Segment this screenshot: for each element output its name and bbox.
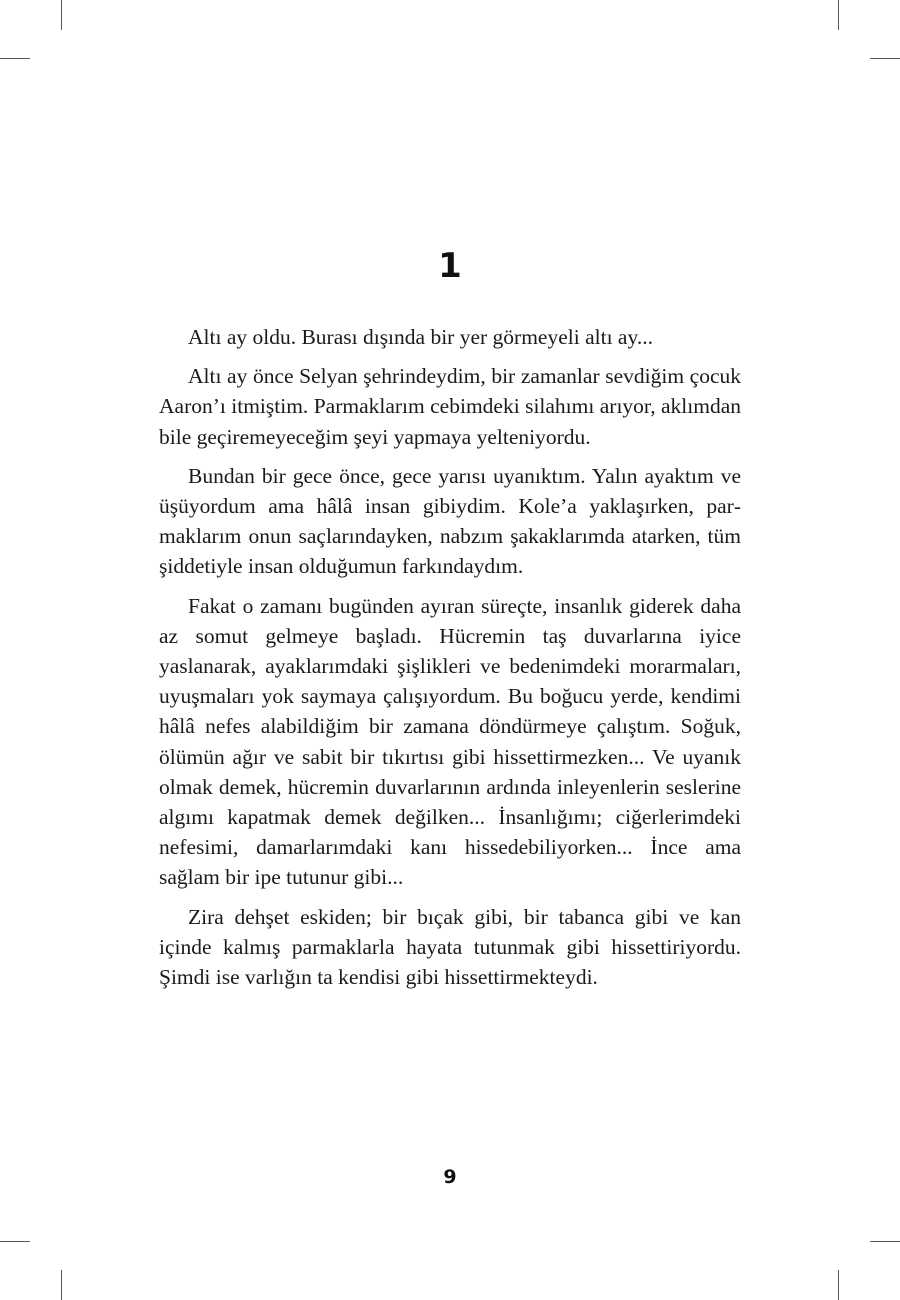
crop-mark-bottom-left [61,1270,62,1300]
paragraph-2: Altı ay önce Selyan şehrindeydim, bir zamanlar sevdiğim çocuk Aaron’ı itmiştim. Parmaklarım cebimdeki silahımı arıyor, aklımdan bile geçiremeyeceğim şeyi yapmaya yelteniyordu. [159,364,741,449]
crop-mark-top-right [838,0,839,30]
crop-mark-left-top [0,58,30,59]
page-number: 9 [443,1166,457,1188]
crop-mark-top-left [61,0,62,30]
crop-mark-right-bottom [870,1241,900,1242]
paragraph-3: Bundan bir gece önce, gece yarısı uyanıktım. Yalın ayaktım ve üşüyordum ama hâlâ insan gibiydim. Kole’a yaklaşırken, parmaklarım onun saçlarındayken, nabzım şakaklarımda atarken, tüm şiddetiyle insan olduğumun farkındaydım. [159,463,741,579]
paragraph-1: Altı ay oldu. Burası dışında bir yer görmeyeli altı ay... [188,325,653,349]
paragraph-5: Zira dehşet eskiden; bir bıçak gibi, bir tabanca gibi ve kan içinde kalmış parmaklarla hayata tutunmak gibi hissettiriyordu. Şimdi ise varlığın ta kendisi gibi hissettirmekteydi. [159,904,741,990]
chapter-number: 1 [438,246,462,286]
crop-mark-right-top [870,58,900,59]
chapter-body [159,322,741,1001]
crop-mark-left-bottom [0,1241,30,1242]
paragraph-4: Fakat o zamanı bugünden ayıran süreçte, insanlık giderek daha az somut gelmeye başladı. Hücremin taş duvarlarına iyice yaslanarak, ayaklarımdaki şişlikleri ve bedenimdeki morarmaları, uyuşmaları yok saymaya çalışıyordum. Bu boğucu yerde, kendimi hâlâ nefes alabildiğim bir zamana döndürmeye çalıştım. Soğuk, ölümün ağır ve sabit bir tıkırtısı gibi hissettirmezken... Ve uyanık olmak demek, hücremin duvarlarının ardında inleyenlerin seslerine algımı kapatmak demek değilken... İnsanlığımı; ciğerlerimdeki nefesimi, damarlarımdaki kanı hissedebiliyorken... İnce ama sağlam bir ipe tutunur gibi... [159,593,741,890]
crop-mark-bottom-right [838,1270,839,1300]
